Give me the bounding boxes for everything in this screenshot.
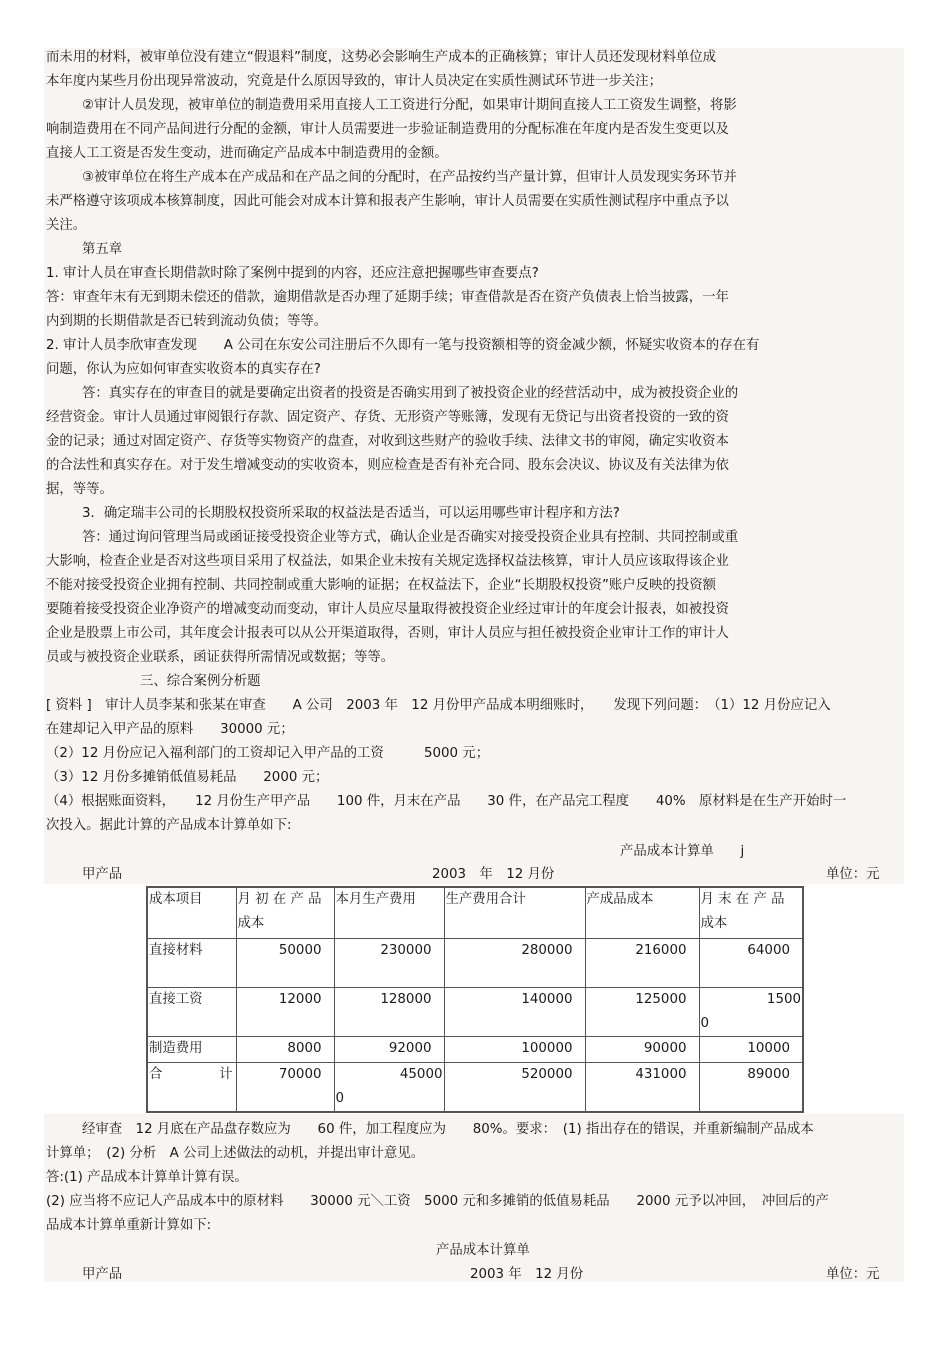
table-cell: 50000 [236, 939, 334, 988]
answer-2: 的合法性和真实存在。对于发生增减变动的实收资本，则应检查是否有补充合同、股东会决议、协议及有关法律为依 [46, 458, 729, 473]
header-cell: 月 初 在 产 品 成本 [236, 887, 334, 939]
question-1: 1. 审计人员在审查长期借款时除了案例中提到的内容，还应注意把握哪些审查要点? [46, 266, 539, 281]
table-cell: 1500 0 [699, 988, 803, 1037]
table-cell: 230000 [334, 939, 444, 988]
table-cell: 合 计 [147, 1063, 236, 1113]
text-line: 关注。 [46, 218, 87, 233]
text-line: ③被审单位在将生产成本在产成品和在产品之间的分配时，在产品按约当产量计算，但审计人员发现实务环节并 [82, 170, 737, 185]
table-unit: 单位：元 [826, 867, 880, 882]
header-cell: 月 末 在 产 品 成本 [699, 887, 803, 939]
question-3: 3．确定瑞丰公司的长期股权投资所采取的权益法是否适当，可以运用哪些审计程序和方法? [82, 506, 620, 521]
text-line: 本年度内某些月份出现异常波动，究竟是什么原因导致的，审计人员决定在实质性测试环节进一步关注； [46, 74, 662, 89]
table-cell: 8000 [236, 1037, 334, 1063]
table-cell: 216000 [585, 939, 699, 988]
table-cell: 140000 [444, 988, 585, 1037]
answer-2: 答：真实存在的审查目的就是要确定出资者的投资是否确实用到了被投资企业的经营活动中，成为被投资企业的 [82, 386, 739, 401]
table-row [147, 1063, 803, 1113]
table-cell: 90000 [585, 1037, 699, 1063]
header-cell: 产成品成本 [585, 887, 699, 939]
table-product: 甲产品 [82, 867, 123, 882]
table-row [147, 988, 803, 1037]
table-cell: 431000 [585, 1063, 699, 1113]
case-material: （3）12 月份多摊销低值易耗品 2000 元； [46, 770, 329, 785]
table-unit: 单位：元 [826, 1267, 880, 1282]
question-2: 问题，你认为应如何审查实收资本的真实存在? [46, 362, 321, 377]
table-product: 甲产品 [82, 1267, 123, 1282]
table-cell: 128000 [334, 988, 444, 1037]
answer-3: 答：通过询问管理当局或函证接受投资企业等方式，确认企业是否确实对接受投资企业具有控制、共同控制或重 [82, 530, 739, 545]
table-cell: 89000 [699, 1063, 803, 1113]
header-cell: 生产费用合计 [444, 887, 585, 939]
table-cell: 直接工资 [147, 988, 236, 1037]
case-material: （4）根据账面资料， 12 月份生产甲产品 100 件，月末在产品 30 件，在产品完工程度 40% 原材料是在生产开始时一 [46, 794, 847, 809]
answer-line: 品成本计算单重新计算如下: [46, 1218, 212, 1233]
answer-3: 员或与被投资企业联系，函证获得所需情况或数据；等等。 [46, 650, 395, 665]
section-heading: 三、综合案例分析题 [140, 674, 261, 689]
answer-3: 要随着接受投资企业净资产的增减变动而变动，审计人员应尽量取得被投资企业经过审计的年度会计报表，如被投资 [46, 602, 729, 617]
table-row [147, 939, 803, 988]
answer-2: 据，等等。 [46, 482, 113, 497]
table-cell: 125000 [585, 988, 699, 1037]
case-material: （2）12 月份应记入福利部门的工资却记入甲产品的工资 5000 元； [46, 746, 490, 761]
answer-3: 企业是股票上市公司，其年度会计报表可以从公开渠道取得，否则，审计人员应与担任被投资企业审计工作的审计人 [46, 626, 729, 641]
table-row [147, 1037, 803, 1063]
table-cell: 100000 [444, 1037, 585, 1063]
table-cell: 直接材料 [147, 939, 236, 988]
table-cell: 10000 [699, 1037, 803, 1063]
table-cell: 45000 0 [334, 1063, 444, 1113]
text-line: 经审查 12 月底在产品盘存数应为 60 件，加工程度应为 80%。要求： (1) 指出存在的错误，并重新编制产品成本 [82, 1122, 814, 1137]
text-line: 未严格遵守该项成本核算制度，因此可能会对成本计算和报表产生影响，审计人员需要在实质性测试程序中重点予以 [46, 194, 729, 209]
question-2: 2. 审计人员李欣审查发现 A 公司在东安公司注册后不久即有一笔与投资额相等的资金减少额，怀疑实收资本的存在有 [46, 338, 760, 353]
table-cell: 70000 [236, 1063, 334, 1113]
table-header-row [147, 887, 803, 939]
table-cell: 520000 [444, 1063, 585, 1113]
table-cell: 280000 [444, 939, 585, 988]
table-cell: 12000 [236, 988, 334, 1037]
answer-2: 经营资金。审计人员通过审阅银行存款、固定资产、存货、无形资产等账簿，发现有无贷记与出资者投资的一致的资 [46, 410, 729, 425]
answer-1: 答：审查年末有无到期未偿还的借款，逾期借款是否办理了延期手续；审查借款是否在资产负债表上恰当披露，一年 [46, 290, 729, 305]
case-material: [ 资料 ] 审计人员李某和张某在审查 A 公司 2003 年 12 月份甲产品成本明细账时， 发现下列问题： （1）12 月份应记入 [46, 698, 831, 713]
answer-line: (2) 应当将不应记人产品成本中的原材料 30000 元＼工资 5000 元和多摊销的低值易耗品 2000 元予以冲回， 冲回后的产 [46, 1194, 829, 1209]
table-title: 产品成本计算单 j [620, 844, 745, 859]
answer-1: 内到期的长期借款是否已转到流动负债；等等。 [46, 314, 328, 329]
text-line: 而未用的材料，被审单位没有建立“假退料”制度，这势必会影响生产成本的正确核算；审计人员还发现材料单位成 [46, 50, 717, 65]
text-line: ②审计人员发现，被审单位的制造费用采用直接人工工资进行分配，如果审计期间直接人工工资发生调整，将影 [82, 98, 737, 113]
table-cell: 制造费用 [147, 1037, 236, 1063]
case-material: 在建却记入甲产品的原料 30000 元； [46, 722, 294, 737]
header-cell: 本月生产费用 [334, 887, 444, 939]
table-cell: 64000 [699, 939, 803, 988]
text-line: 直接人工工资是否发生变动，进而确定产品成本中制造费用的金额。 [46, 146, 448, 161]
table-date: 2003 年 12 月份 [470, 1267, 584, 1282]
table-cell: 92000 [334, 1037, 444, 1063]
answer-2: 金的记录；通过对固定资产、存货等实物资产的盘查，对收到这些财产的验收手续、法律文书的审阅，确定实收资本 [46, 434, 729, 449]
text-line: 计算单； (2) 分析 A 公司上述做法的动机，并提出审计意见。 [46, 1146, 425, 1161]
case-material: 次投入。据此计算的产品成本计算单如下: [46, 818, 292, 833]
answer-3: 不能对接受投资企业拥有控制、共同控制或重大影响的证据；在权益法下，企业“长期股权投资”账户反映的投资额 [46, 578, 717, 593]
answer-line: 答:(1) 产品成本计算单计算有误。 [46, 1170, 248, 1185]
cost-table [146, 886, 804, 1113]
header-cell: 成本项目 [147, 887, 236, 939]
answer-3: 大影响，检查企业是否对这些项目采用了权益法，如果企业未按有关规定选择权益法核算，审计人员应该取得该企业 [46, 554, 729, 569]
table-date: 2003 年 12 月份 [432, 867, 555, 882]
chapter-heading: 第五章 [82, 242, 123, 257]
table-title: 产品成本计算单 [436, 1243, 530, 1258]
text-line: 响制造费用在不同产品间进行分配的金额，审计人员需要进一步验证制造费用的分配标准在年度内是否发生变更以及 [46, 122, 729, 137]
